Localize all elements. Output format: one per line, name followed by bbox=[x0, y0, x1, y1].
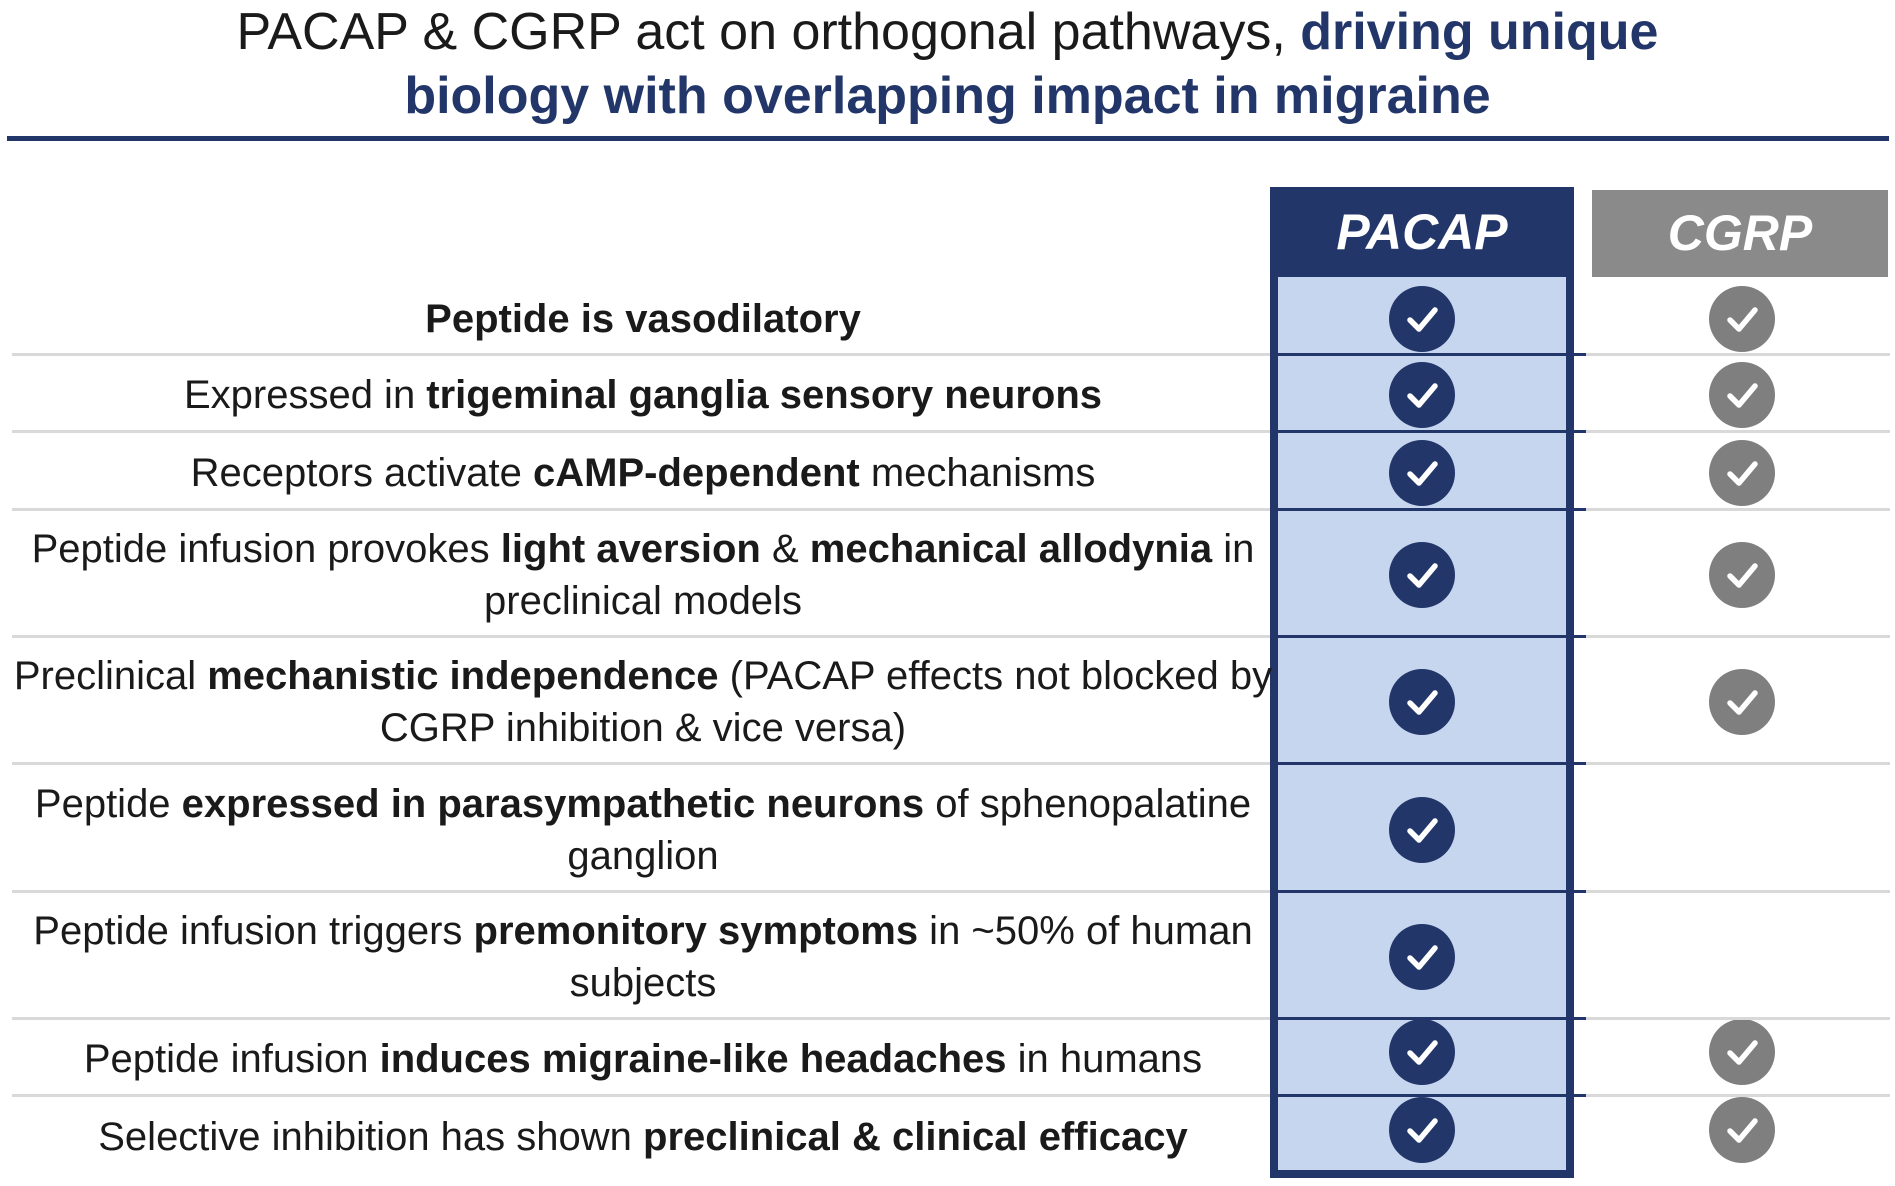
row-label-segment: Peptide infusion bbox=[83, 1037, 380, 1081]
pacap-check-icon bbox=[1389, 669, 1455, 735]
row-label-text bbox=[425, 293, 861, 345]
title-accent-text-1: driving unique bbox=[1300, 3, 1659, 61]
row-divider bbox=[12, 890, 1890, 893]
row-label-segment: Expressed in bbox=[183, 372, 427, 417]
row-label-bold-segment: cAMP-dependent bbox=[533, 450, 860, 495]
row-divider-pacap-segment bbox=[1270, 890, 1586, 893]
cgrp-check-icon bbox=[1709, 1019, 1775, 1085]
row-label-text bbox=[84, 1033, 1202, 1085]
pacap-check-icon bbox=[1389, 362, 1455, 428]
table-row bbox=[0, 1099, 1895, 1175]
row-label-segment: Preclinical bbox=[13, 654, 208, 698]
row-label-text bbox=[191, 447, 1096, 499]
cgrp-check-icon bbox=[1709, 1097, 1775, 1163]
pacap-check-icon bbox=[1389, 542, 1455, 608]
row-divider bbox=[12, 430, 1890, 433]
row-label-segment: mechanisms bbox=[859, 450, 1096, 495]
table-row bbox=[0, 1022, 1895, 1096]
pacap-check-icon bbox=[1389, 1097, 1455, 1163]
row-label-bold-segment: induces migraine-like headaches bbox=[379, 1037, 1007, 1081]
table-row bbox=[0, 513, 1895, 637]
row-label-bold-segment: mechanical allodynia bbox=[809, 527, 1213, 571]
table-row bbox=[0, 640, 1895, 764]
row-label-bold-segment: trigeminal ganglia sensory neurons bbox=[426, 372, 1103, 417]
row-divider-pacap-segment bbox=[1270, 353, 1586, 356]
row-label bbox=[12, 513, 1274, 637]
row-divider bbox=[12, 1017, 1890, 1020]
row-label-segment: Peptide bbox=[34, 781, 182, 826]
row-label bbox=[12, 1022, 1274, 1096]
cgrp-check-icon bbox=[1709, 440, 1775, 506]
row-label-text bbox=[12, 778, 1274, 882]
row-divider-pacap-segment bbox=[1270, 430, 1586, 433]
pacap-check-icon bbox=[1389, 797, 1455, 863]
row-divider bbox=[12, 1094, 1890, 1097]
row-label-segment: in humans bbox=[1006, 1037, 1203, 1081]
row-label-text bbox=[98, 1111, 1187, 1163]
table-row bbox=[0, 767, 1895, 892]
row-divider-pacap-segment bbox=[1270, 762, 1586, 765]
row-label-bold-segment: expressed in parasympathetic neurons bbox=[181, 781, 925, 826]
row-divider-pacap-segment bbox=[1270, 1017, 1586, 1020]
title-plain-text: PACAP & CGRP act on orthogonal pathways, bbox=[236, 3, 1301, 61]
row-label-segment: in preclinical models bbox=[484, 527, 1255, 623]
title-underline bbox=[7, 136, 1889, 141]
cgrp-check-icon bbox=[1709, 542, 1775, 608]
row-label-segment: Receptors activate bbox=[190, 450, 534, 495]
cgrp-column-header: CGRP bbox=[1592, 190, 1888, 277]
row-label-bold-segment: preclinical & clinical efficacy bbox=[643, 1115, 1188, 1159]
row-label-text bbox=[12, 523, 1274, 627]
row-label-text bbox=[184, 369, 1102, 421]
row-label-segment: Peptide infusion triggers bbox=[33, 909, 474, 953]
table-row bbox=[0, 895, 1895, 1019]
table-row bbox=[0, 357, 1895, 432]
row-divider-pacap-segment bbox=[1270, 508, 1586, 511]
row-label-segment: & bbox=[760, 527, 810, 571]
row-label bbox=[12, 895, 1274, 1019]
row-label-bold-segment: mechanistic independence bbox=[207, 654, 719, 698]
title-line-1 bbox=[0, 0, 1895, 64]
title-accent-text-2: biology with overlapping impact in migraine bbox=[404, 67, 1491, 125]
row-label bbox=[12, 357, 1274, 432]
row-divider bbox=[12, 353, 1890, 356]
pacap-check-icon bbox=[1389, 1019, 1455, 1085]
row-label bbox=[12, 435, 1274, 510]
pacap-check-icon bbox=[1389, 440, 1455, 506]
row-label-bold-segment: Peptide is vasodilatory bbox=[425, 297, 861, 341]
pacap-column-header: PACAP bbox=[1336, 204, 1508, 260]
row-divider-pacap-segment bbox=[1270, 635, 1586, 638]
pacap-check-icon bbox=[1389, 286, 1455, 352]
row-label bbox=[12, 1099, 1274, 1175]
row-label-text bbox=[12, 650, 1274, 754]
table-row bbox=[0, 435, 1895, 510]
cgrp-check-icon bbox=[1709, 669, 1775, 735]
row-divider bbox=[12, 635, 1890, 638]
row-divider bbox=[12, 508, 1890, 511]
cgrp-check-icon bbox=[1709, 286, 1775, 352]
table-row bbox=[0, 284, 1895, 354]
row-label-text bbox=[12, 905, 1274, 1009]
row-label bbox=[12, 284, 1274, 354]
row-label bbox=[12, 767, 1274, 892]
row-label bbox=[12, 640, 1274, 764]
row-label-segment: Selective inhibition has shown bbox=[98, 1115, 644, 1159]
row-label-segment: (PACAP effects not blocked by CGRP inhibition & vice versa) bbox=[379, 654, 1273, 750]
row-divider-pacap-segment bbox=[1270, 1094, 1586, 1097]
slide-title bbox=[0, 0, 1895, 128]
cgrp-check-icon bbox=[1709, 362, 1775, 428]
row-divider bbox=[12, 762, 1890, 765]
row-label-segment: of sphenopalatine ganglion bbox=[567, 781, 1252, 878]
row-label-bold-segment: light aversion bbox=[500, 527, 761, 571]
row-label-segment: in ~50% of human subjects bbox=[569, 909, 1253, 1005]
row-label-bold-segment: premonitory symptoms bbox=[473, 909, 919, 953]
pacap-check-icon bbox=[1389, 924, 1455, 990]
row-label-segment: Peptide infusion provokes bbox=[31, 527, 501, 571]
